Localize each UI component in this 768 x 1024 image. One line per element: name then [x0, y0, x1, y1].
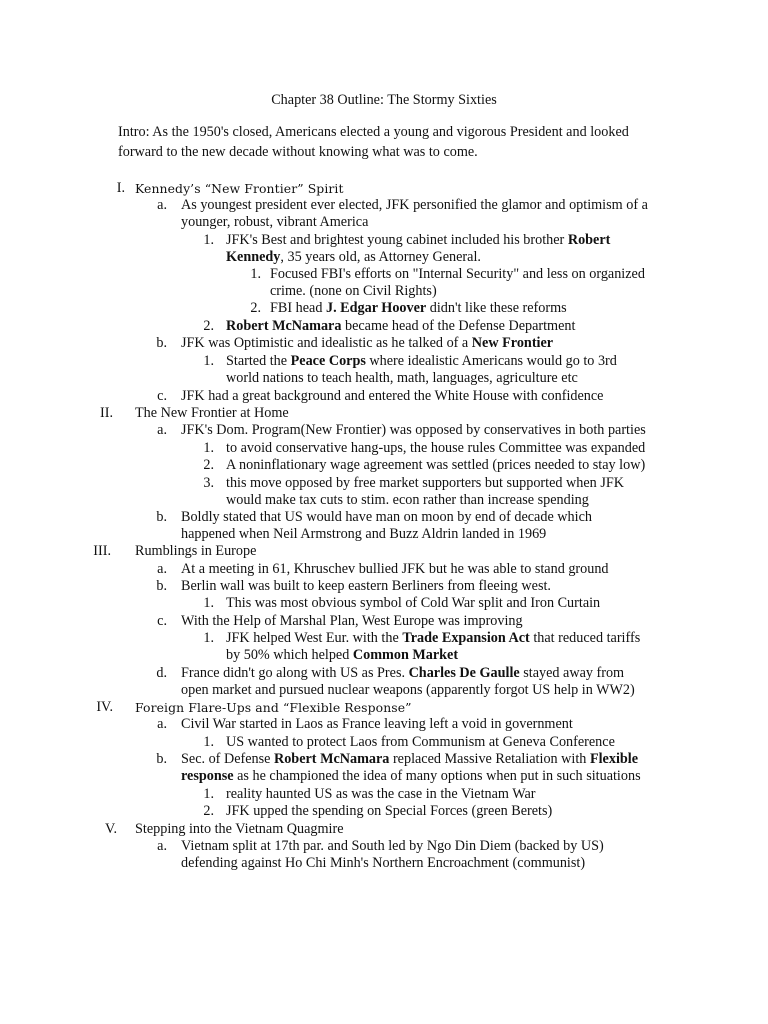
bold-term: Flexible	[589, 751, 639, 767]
outline-line: this move opposed by free market supporters but supported when JFK	[226, 475, 624, 491]
outline-line: US wanted to protect Laos from Communism at Geneva Conference	[226, 734, 615, 750]
item-letter: b.	[156, 509, 167, 525]
outline-line: response as he championed the idea of many options when put in such situations	[181, 768, 641, 784]
item-letter: d.	[156, 665, 167, 681]
outline-line: JFK was Optimistic and idealistic as he talked of a New Frontier	[181, 335, 554, 351]
outline-line: world nations to teach health, math, languages, agriculture etc	[226, 370, 578, 386]
bold-term: Robert	[567, 232, 611, 248]
section-number: V.	[105, 821, 117, 837]
outline-line: Started the Peace Corps where idealistic Americans would go to 3rd	[226, 353, 617, 369]
item-number: 2.	[203, 803, 214, 819]
outline-line: This was most obvious symbol of Cold War split and Iron Curtain	[226, 595, 601, 611]
item-number: 2.	[203, 457, 214, 473]
outline-line: JFK's Best and brightest young cabinet included his brother Robert	[226, 232, 611, 248]
section-heading: Kennedy’s “New Frontier” Spirit	[135, 181, 344, 196]
section-heading: Rumblings in Europe	[135, 543, 257, 559]
item-letter: b.	[156, 335, 167, 351]
outline-line: reality haunted US as was the case in the Vietnam War	[226, 786, 536, 802]
outline-line: France didn't go along with US as Pres. Charles De Gaulle stayed away from	[181, 665, 625, 681]
item-number: 1.	[203, 630, 214, 646]
outline-line: Vietnam split at 17th par. and South led by Ngo Din Diem (backed by US)	[181, 838, 604, 854]
outline-line: defending against Ho Chi Minh's Northern Encroachment (communist)	[181, 855, 586, 871]
outline-line: Sec. of Defense Robert McNamara replaced Massive Retaliation with Flexible	[181, 751, 639, 767]
outline-line: JFK helped West Eur. with the Trade Expansion Act that reduced tariffs	[226, 630, 641, 646]
outline-line: Focused FBI's efforts on "Internal Security" and less on organized	[270, 266, 645, 282]
item-letter: a.	[157, 561, 167, 577]
section-number: IV.	[96, 699, 113, 715]
bold-term: Peace Corps	[290, 353, 366, 369]
bold-term: Robert McNamara	[226, 318, 342, 334]
outline-line: would make tax cuts to stim. econ rather than increase spending	[226, 492, 589, 508]
bold-term: Trade Expansion Act	[402, 630, 530, 646]
outline-line: Boldly stated that US would have man on moon by end of decade which	[181, 509, 592, 525]
bold-term: Charles De Gaulle	[408, 665, 520, 681]
item-number: 1.	[203, 595, 214, 611]
outline-line: Kennedy, 35 years old, as Attorney General.	[226, 249, 481, 265]
item-letter: a.	[157, 422, 167, 438]
bold-term: J. Edgar Hoover	[325, 300, 427, 316]
outline-line: FBI head J. Edgar Hoover didn't like these reforms	[270, 300, 567, 316]
section-heading: Stepping into the Vietnam Quagmire	[135, 821, 344, 837]
item-number: 1.	[203, 353, 214, 369]
item-number: 2.	[250, 300, 261, 316]
item-letter: a.	[157, 838, 167, 854]
item-letter: c.	[157, 388, 167, 404]
outline-line: JFK had a great background and entered the White House with confidence	[181, 388, 604, 404]
outline-line: by 50% which helped Common Market	[226, 647, 459, 663]
item-number: 2.	[203, 318, 214, 334]
item-number: 1.	[203, 786, 214, 802]
outline-line: open market and pursued nuclear weapons (apparently forgot US help in WW2)	[181, 682, 635, 698]
bold-term: Robert McNamara	[273, 751, 390, 767]
outline-line: With the Help of Marshal Plan, West Europe was improving	[181, 613, 523, 629]
item-letter: b.	[156, 751, 167, 767]
section-number: I.	[116, 180, 125, 196]
page-title: Chapter 38 Outline: The Stormy Sixties	[271, 92, 497, 108]
item-letter: c.	[157, 613, 167, 629]
item-letter: a.	[157, 197, 167, 213]
item-number: 1.	[250, 266, 261, 282]
outline-line: As youngest president ever elected, JFK personified the glamor and optimism of a	[181, 197, 648, 213]
section-number: III.	[93, 543, 111, 559]
outline-line: Civil War started in Laos as France leaving left a void in government	[181, 716, 573, 732]
bold-term: New Frontier	[471, 335, 554, 351]
item-number: 1.	[203, 232, 214, 248]
bold-term: Common Market	[352, 647, 459, 663]
item-number: 3.	[203, 475, 214, 491]
section-heading: Foreign Flare-Ups and “Flexible Response”	[135, 700, 412, 715]
bold-term: Kennedy	[226, 249, 281, 265]
item-letter: a.	[157, 716, 167, 732]
item-number: 1.	[203, 734, 214, 750]
section-heading: The New Frontier at Home	[135, 405, 289, 421]
item-number: 1.	[203, 440, 214, 456]
outline-line: JFK's Dom. Program(New Frontier) was opposed by conservatives in both parties	[181, 422, 646, 438]
outline-line: Berlin wall was built to keep eastern Berliners from fleeing west.	[181, 578, 551, 594]
outline-line: younger, robust, vibrant America	[181, 214, 369, 230]
intro-paragraph: Intro: As the 1950's closed, Americans elected a young and vigorous President and looked forward to the new decade without knowing what was to come.	[118, 124, 629, 160]
outline-line: A noninflationary wage agreement was settled (prices needed to stay low)	[226, 457, 646, 473]
item-letter: b.	[156, 578, 167, 594]
section-number: II.	[100, 405, 113, 421]
outline-line: to avoid conservative hang-ups, the house rules Committee was expanded	[226, 440, 646, 456]
bold-term: response	[181, 768, 234, 784]
outline-line: JFK upped the spending on Special Forces (green Berets)	[226, 803, 553, 819]
outline-line: crime. (none on Civil Rights)	[270, 283, 437, 299]
outline-line: At a meeting in 61, Khruschev bullied JFK but he was able to stand ground	[181, 561, 609, 577]
outline-line: Robert McNamara became head of the Defense Department	[226, 318, 576, 334]
outline-line: happened when Neil Armstrong and Buzz Aldrin landed in 1969	[181, 526, 547, 542]
